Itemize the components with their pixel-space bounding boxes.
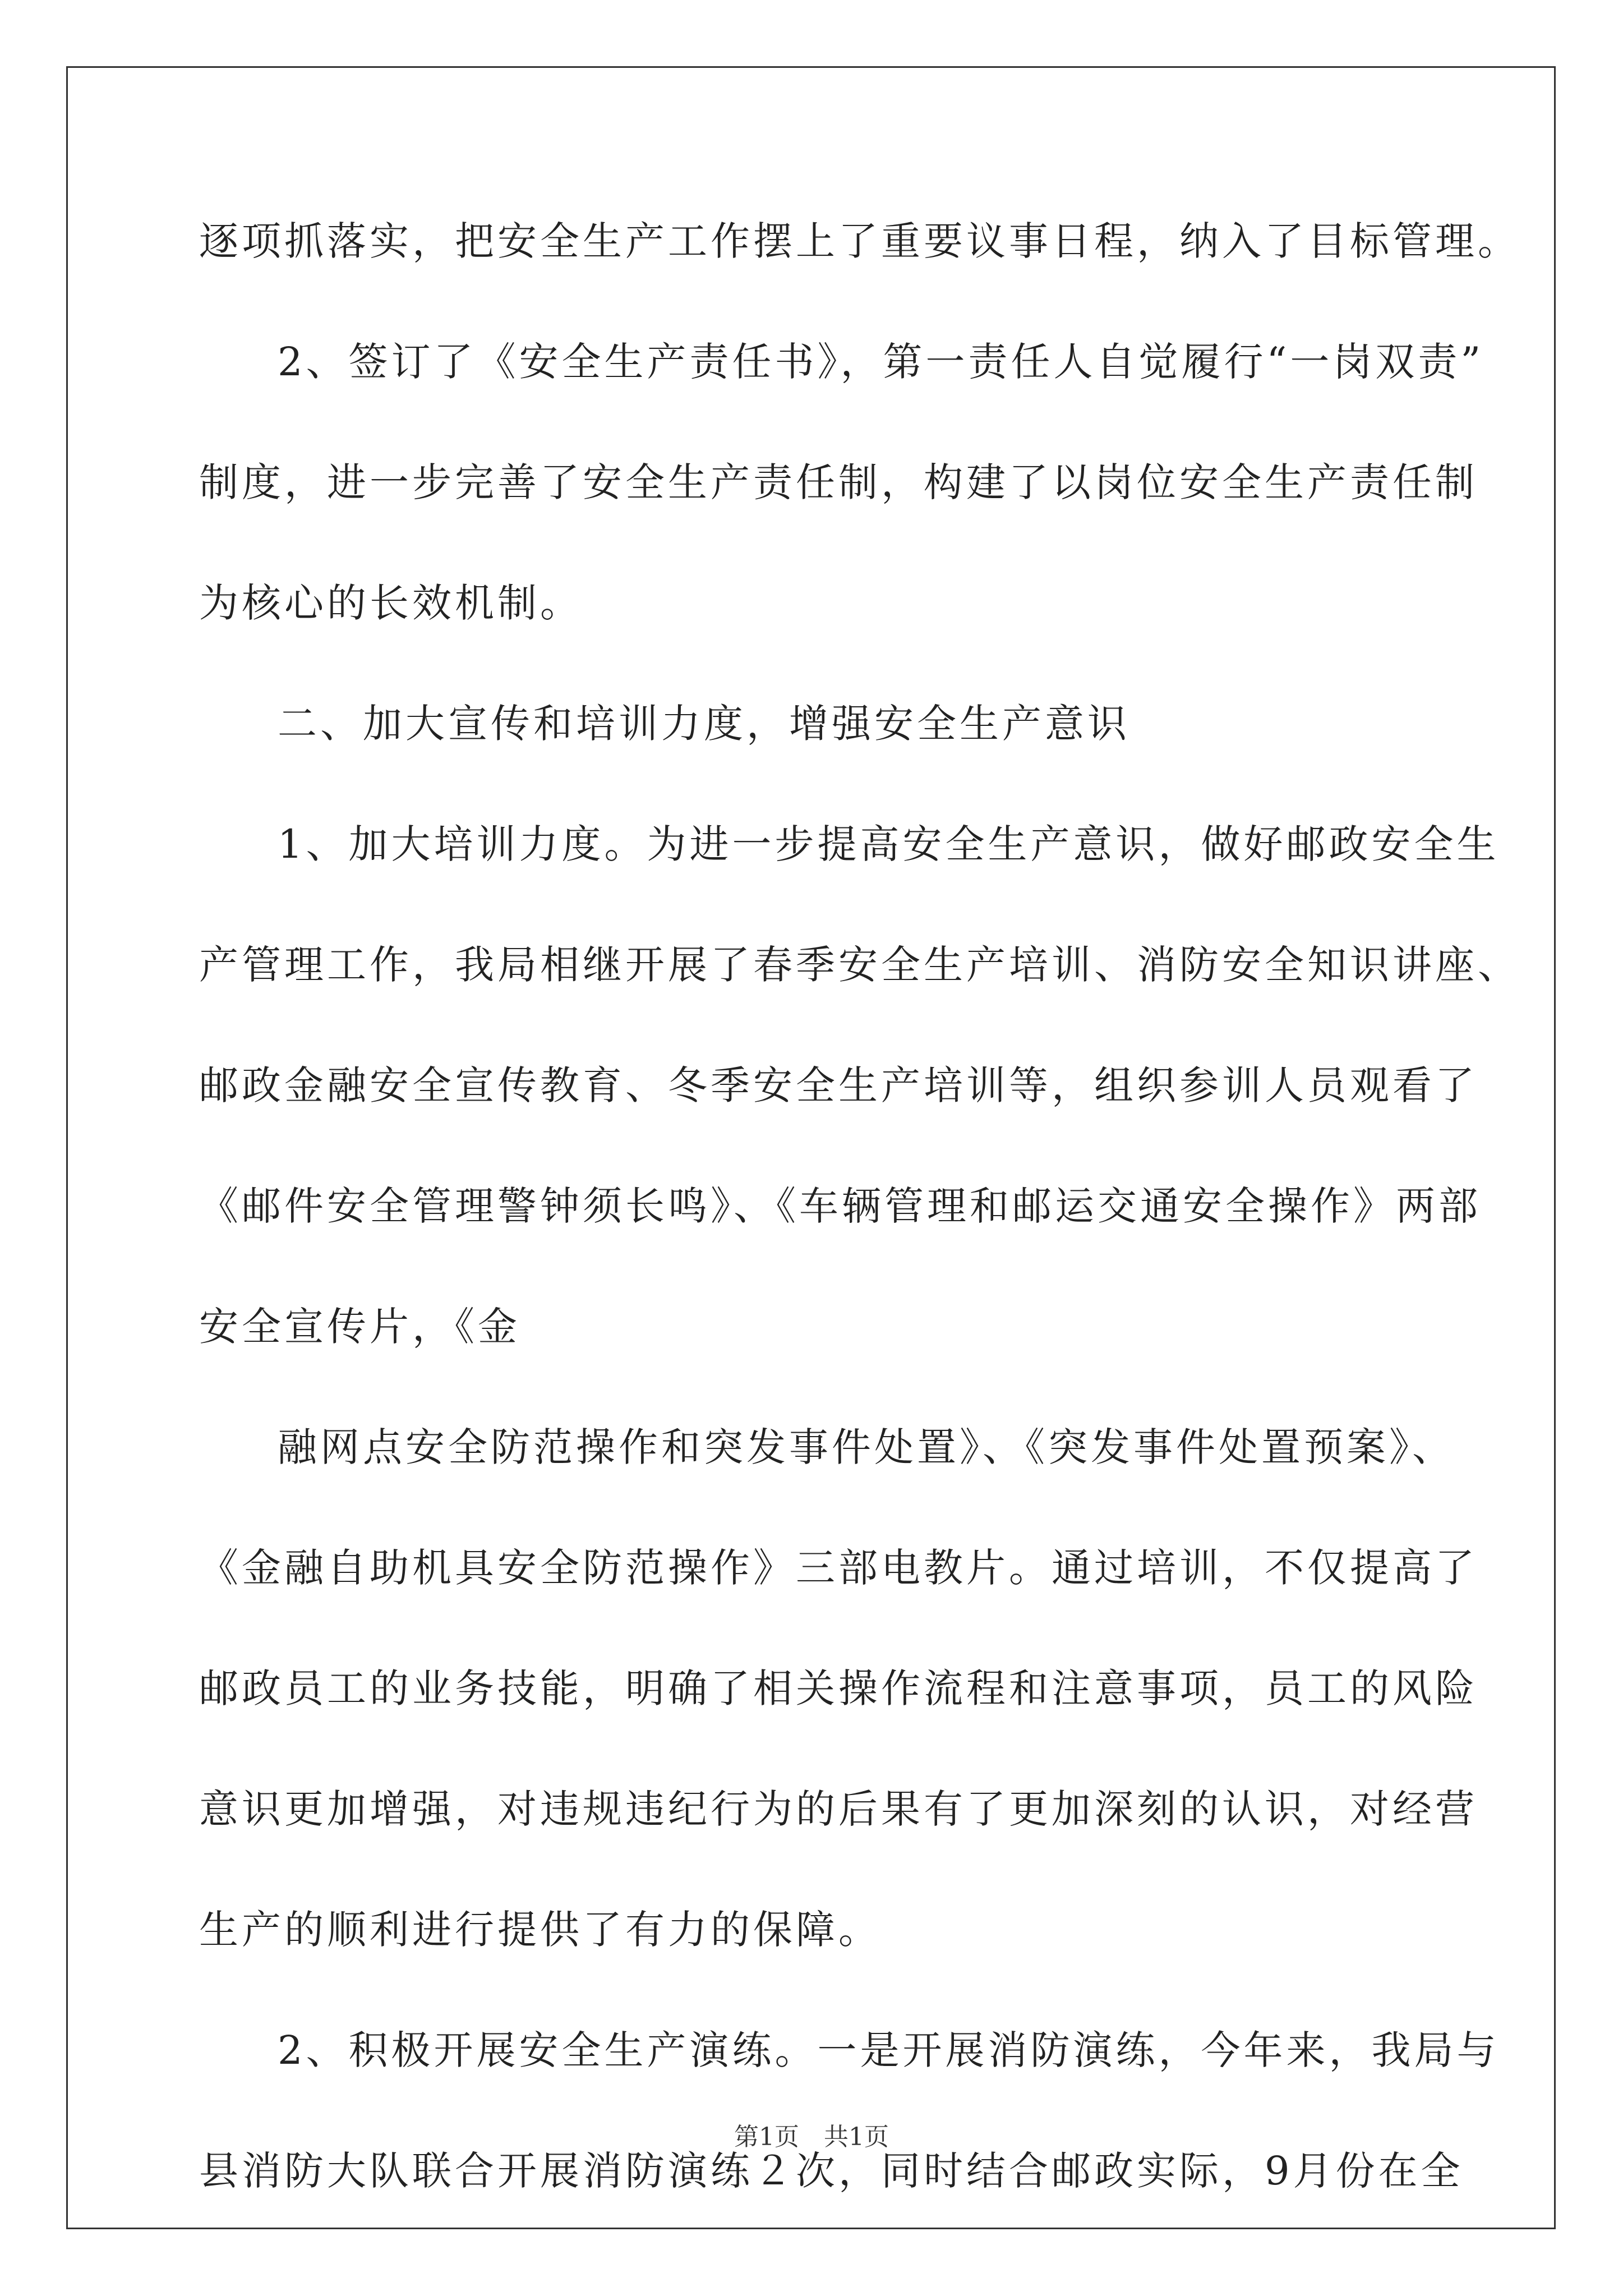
text-line: 安全宣传片，《金 [199,1304,520,1350]
text-line: 2、积极开展安全生产演练。一是开展消防演练，今年来，我局与 [278,2027,1500,2073]
text-line: 邮政金融安全宣传教育、冬季安全生产培训等，组织参训人员观看了 [199,1062,1478,1108]
text-line: 意识更加增强，对违规违纪行为的后果有了更加深刻的认识，对经营 [199,1786,1478,1832]
text-line: 融网点安全防范操作和突发事件处置》、《突发事件处置预案》、 [278,1424,1455,1470]
text-line: 制度，进一步完善了安全生产责任制，构建了以岗位安全生产责任制 [199,459,1478,505]
text-line: 产管理工作，我局相继开展了春季安全生产培训、消防安全知识讲座、 [199,942,1520,988]
text-line: 生产的顺利进行提供了有力的保障。 [199,1907,881,1953]
text-line: 《邮件安全管理警钟须长鸣》、《车辆管理和邮运交通安全操作》两部 [199,1183,1481,1229]
page-number-footer: 第1页 共1页 [734,2123,889,2151]
text-line: 县消防大队联合开展消防演练２次，同时结合邮政实际，9月份在全 [199,2148,1464,2194]
text-line: 邮政员工的业务技能，明确了相关操作流程和注意事项，员工的风险 [199,1665,1478,1711]
text-line: 1、加大培训力度。为进一步提高安全生产意识，做好邮政安全生 [278,821,1500,867]
text-line: 《金融自助机具安全防范操作》三部电教片。通过培训，不仅提高了 [199,1545,1478,1591]
text-line: 逐项抓落实，把安全生产工作摆上了重要议事日程，纳入了目标管理。 [199,218,1520,264]
text-line: 为核心的长效机制。 [199,580,583,626]
text-line: 2、签订了《安全生产责任书》，第一责任人自觉履行“一岗双责” [278,339,1484,385]
section-heading: 二、加大宣传和培训力度，增强安全生产意识 [278,701,1130,747]
